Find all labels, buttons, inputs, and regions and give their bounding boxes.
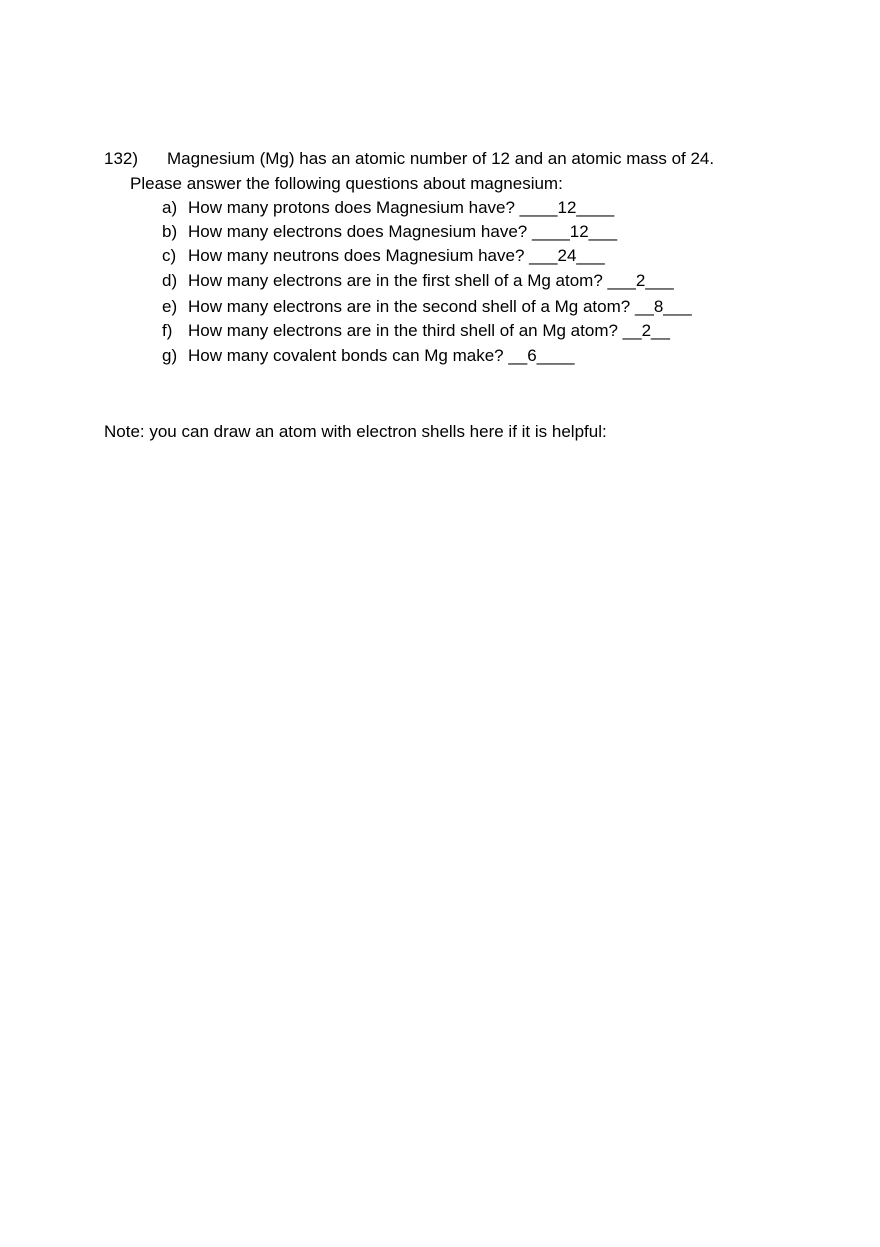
subquestion-c [162, 244, 605, 268]
subquestion-letter: b) [162, 222, 178, 241]
question-intro-text: Magnesium (Mg) has an atomic number of 12 and an atomic mass of 24. [167, 149, 715, 168]
subquestion-letter: e) [162, 297, 178, 316]
drawing-note: Note: you can draw an atom with electron shells here if it is helpful: [104, 422, 607, 441]
subquestion-e [162, 295, 692, 319]
subquestion-text: How many neutrons does Magnesium have? ___24___ [188, 246, 605, 265]
drawing-area[interactable] [104, 460, 774, 1160]
subquestion-b [162, 220, 617, 244]
subquestion-a [162, 196, 614, 220]
subquestion-f [162, 319, 670, 343]
subquestion-text: How many covalent bonds can Mg make? __6____ [188, 346, 575, 365]
subquestion-letter: d) [162, 271, 178, 290]
question-intro-line1 [104, 147, 714, 171]
subquestion-d [162, 269, 674, 293]
subquestion-text: How many protons does Magnesium have? ____12____ [188, 198, 615, 217]
subquestion-letter: c) [162, 246, 177, 265]
question-intro-line2: Please answer the following questions about magnesium: [130, 174, 563, 193]
question-number: 132) [104, 149, 139, 168]
subquestion-text: How many electrons are in the first shell of a Mg atom? ___2___ [188, 271, 674, 290]
subquestion-letter: a) [162, 198, 178, 217]
subquestion-text: How many electrons are in the second shell of a Mg atom? __8___ [188, 297, 692, 316]
subquestion-text: How many electrons are in the third shell of an Mg atom? __2__ [188, 321, 670, 340]
subquestion-letter: g) [162, 346, 178, 365]
subquestion-letter: f) [162, 321, 173, 340]
subquestion-g [162, 344, 575, 368]
subquestion-text: How many electrons does Magnesium have? ____12___ [188, 222, 618, 241]
